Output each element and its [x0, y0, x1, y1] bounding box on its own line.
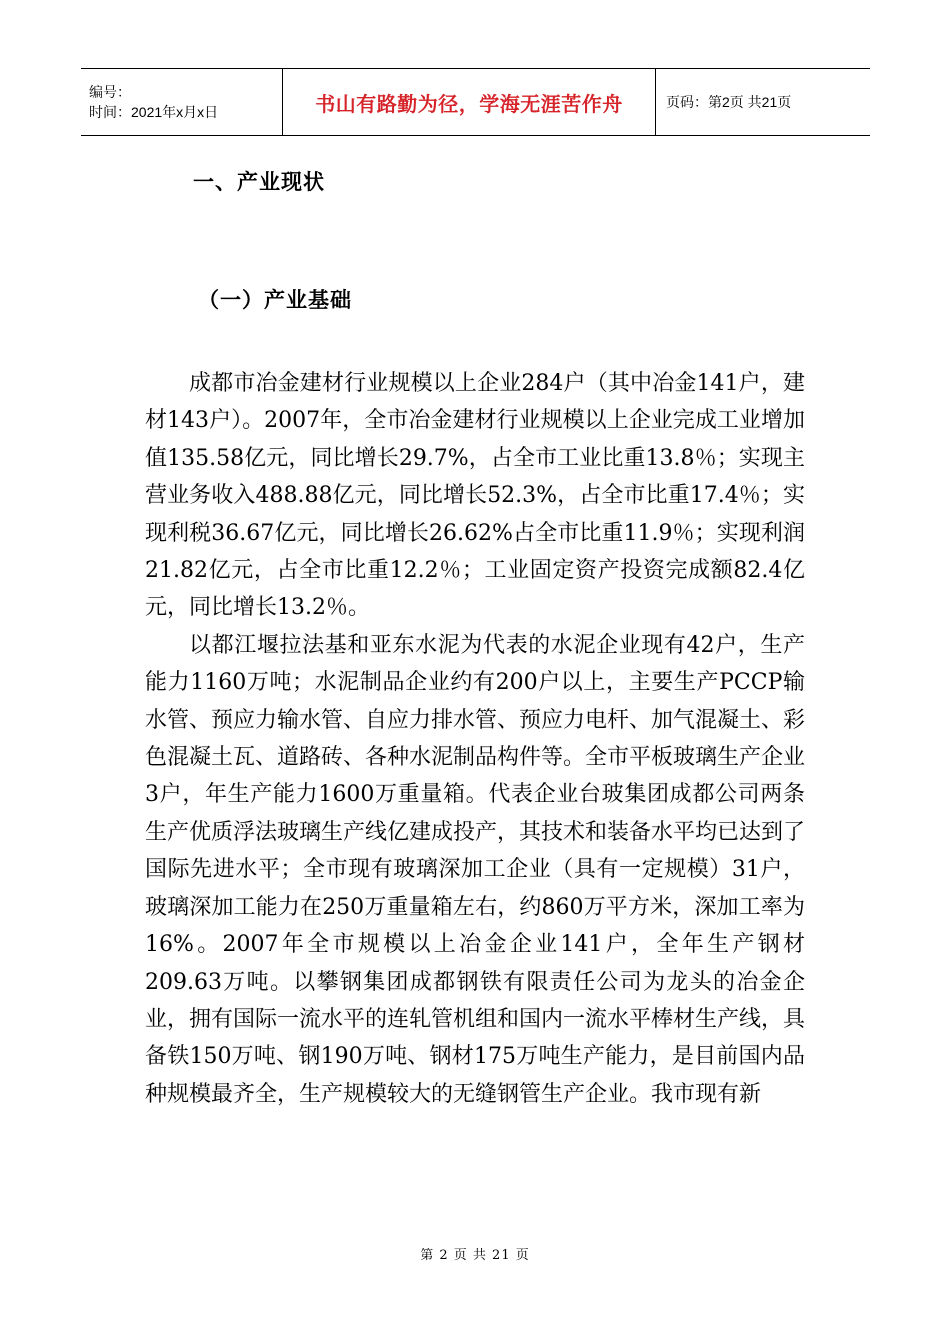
header-motto [282, 69, 656, 135]
section-title: 一、产业现状 [193, 170, 325, 194]
motto-text: 书山有路勤为径，学海无涯苦作舟 [315, 91, 623, 116]
page-header [81, 68, 870, 136]
document-date: 时间：2021年x月x日 [89, 104, 219, 120]
page-footer: 第 2 页 共 21 页 [420, 1248, 530, 1263]
subsection-title: （一）产业基础 [198, 288, 352, 312]
header-page-info [656, 69, 870, 135]
header-meta [81, 69, 282, 135]
document-number-label: 编号： [89, 84, 131, 100]
paragraph: 成都市冶金建材行业规模以上企业284户（其中冶金141户，建材143户）。2007年，全市冶金建材行业规模以上企业完成工业增加值135.58亿元，同比增长29.7%，占全市工业比重13.8％；实现主营业务收入488.88亿元，同比增长52.3%，占全市比重17.4％；实现利税36.67亿元，同比增长26.62%占全市比重11.9％；实现利润21.82亿元，占全市比重12.2％；工业固定资产投资完成额82.4亿元，同比增长13.2％。 [145, 371, 805, 621]
body-content [145, 365, 805, 1113]
page-number-info: 页码：第2页 共21页 [666, 94, 792, 110]
paragraph: 以都江堰拉法基和亚东水泥为代表的水泥企业现有42户，生产能力1160万吨；水泥制品企业约有200户以上，主要生产PCCP输水管、预应力输水管、自应力排水管、预应力电杆、加气混凝土、彩色混凝土瓦、道路砖、各种水泥制品构件等。全市平板玻璃生产企业3户，年生产能力1600万重量箱。代表企业台玻集团成都公司两条生产优质浮法玻璃生产线亿建成投产，其技术和装备水平均已达到了国际先进水平；全市现有玻璃深加工企业（具有一定规模）31户，玻璃深加工能力在250万重量箱左右，约860万平方米，深加工率为16%。2007年全市规模以上冶金企业141户，全年生产钢材209.63万吨。以攀钢集团成都钢铁有限责任公司为龙头的冶金企业，拥有国际一流水平的连轧管机组和国内一流水平棒材生产线，具备铁150万吨、钢190万吨、钢材175万吨生产能力，是目前国内品种规模最齐全，生产规模较大的无缝钢管生产企业。我市现有新 [145, 632, 806, 1107]
